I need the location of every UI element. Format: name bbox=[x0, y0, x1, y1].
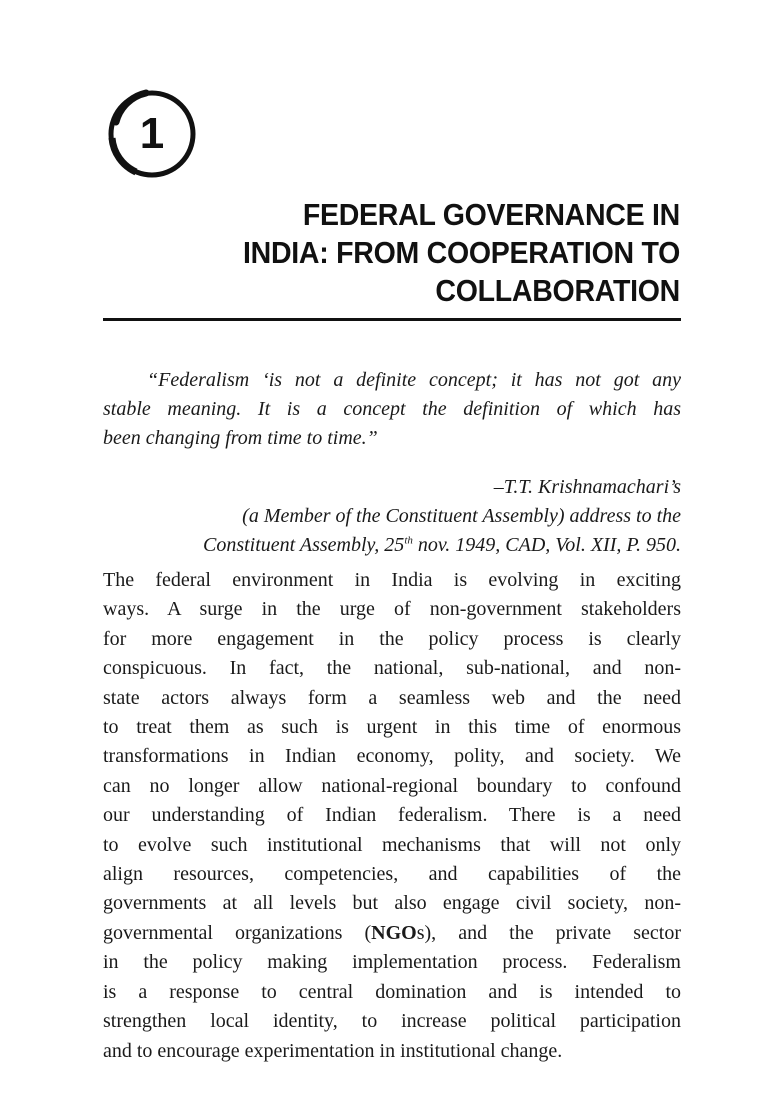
quote-line: been changing from time to time.” bbox=[103, 426, 378, 449]
body-line: ways. A surge in the urge of non-government stakeholders bbox=[103, 598, 681, 621]
title-line: COLLABORATION bbox=[435, 273, 680, 308]
epigraph-attribution bbox=[103, 473, 681, 560]
epigraph-quote bbox=[103, 366, 681, 452]
ngo-abbreviation: NGO bbox=[371, 921, 417, 944]
body-text: s), and the private sector bbox=[416, 921, 681, 944]
body-line: can no longer allow national-regional boundary to confound bbox=[103, 774, 681, 797]
quote-line: “Federalism ‘is not a definite concept; it has not got any bbox=[147, 369, 681, 391]
attribution-line bbox=[103, 531, 681, 560]
body-line: our understanding of Indian federalism. There is a need bbox=[103, 804, 681, 827]
body-line: conspicuous. In fact, the national, sub-national, and non- bbox=[103, 657, 681, 680]
body-line: and to encourage experimentation in institutional change. bbox=[103, 1039, 563, 1062]
attribution-text: Constituent Assembly, 25 bbox=[203, 534, 405, 556]
attribution-author: –T.T. Krishnamachari’s bbox=[493, 476, 681, 498]
body-line: in the policy making implementation process. Federalism bbox=[103, 951, 681, 974]
body-line: is a response to central domination and is intended to bbox=[103, 980, 681, 1003]
body-line: align resources, competencies, and capabilities of the bbox=[103, 863, 681, 886]
body-line: governments at all levels but also engage civil society, non- bbox=[103, 892, 681, 915]
body-line: The federal environment in India is evolving in exciting bbox=[103, 569, 681, 591]
chapter-number-badge bbox=[106, 88, 198, 180]
body-line: transformations in Indian economy, polity, and society. We bbox=[103, 745, 681, 768]
body-paragraph bbox=[103, 566, 681, 1066]
title-line: INDIA: FROM COOPERATION TO bbox=[243, 235, 680, 270]
attribution-sup: th bbox=[404, 534, 413, 547]
body-line: to treat them as such is urgent in this time of enormous bbox=[103, 716, 681, 739]
body-line: strengthen local identity, to increase political participation bbox=[103, 1010, 681, 1033]
body-line bbox=[103, 919, 681, 948]
title-line: FEDERAL GOVERNANCE IN bbox=[302, 197, 680, 232]
body-line: state actors always form a seamless web and the need bbox=[103, 686, 681, 709]
body-line: to evolve such institutional mechanisms that will not only bbox=[103, 833, 681, 856]
chapter-number: 1 bbox=[139, 109, 165, 158]
chapter-title bbox=[120, 196, 680, 310]
quote-line: stable meaning. It is a concept the definition of which has bbox=[103, 397, 681, 420]
body-line: for more engagement in the policy process is clearly bbox=[103, 627, 681, 650]
attribution-text: nov. 1949, CAD, Vol. XII, P. 950. bbox=[412, 534, 681, 556]
title-divider bbox=[103, 318, 681, 321]
attribution-line: (a Member of the Constituent Assembly) address to the bbox=[242, 505, 681, 527]
body-text: governmental organizations ( bbox=[103, 921, 372, 944]
